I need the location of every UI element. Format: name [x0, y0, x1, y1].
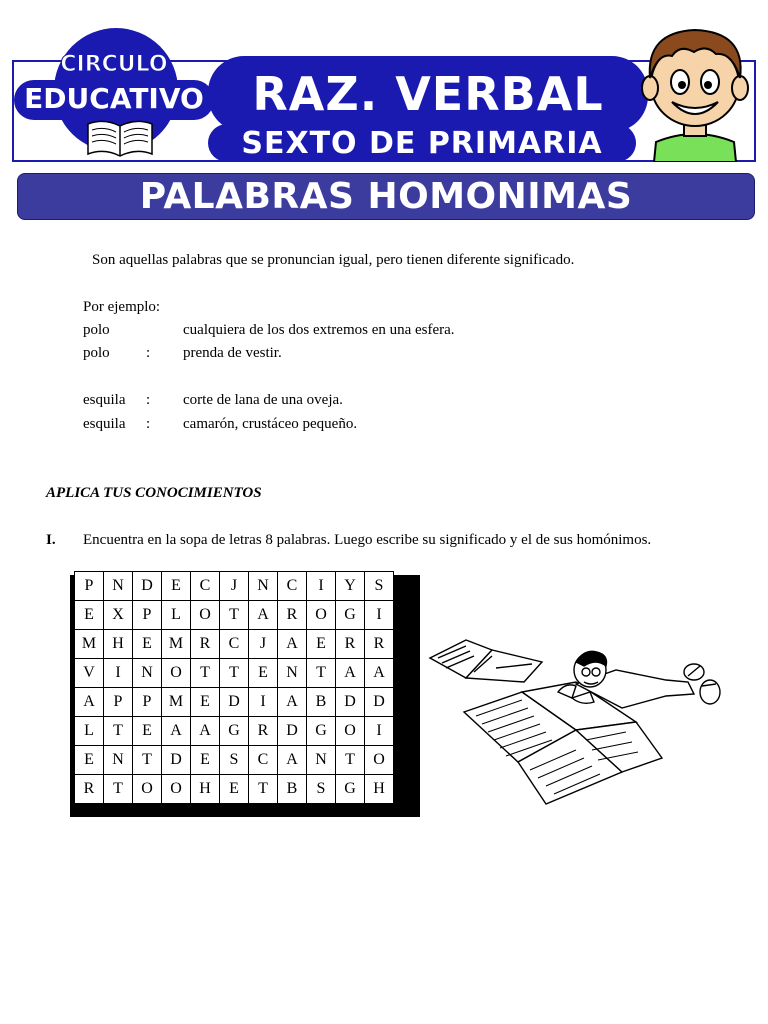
grid-letter: O: [133, 775, 162, 804]
grid-letter: S: [365, 572, 394, 601]
grid-letter: I: [104, 659, 133, 688]
grid-letter: L: [162, 601, 191, 630]
grid-row: [75, 746, 394, 775]
exercise-number: I.: [46, 532, 56, 548]
grid-letter: R: [336, 630, 365, 659]
grid-letter: D: [365, 688, 394, 717]
grid-letter: E: [307, 630, 336, 659]
example-meaning: camarón, crustáceo pequeño.: [183, 416, 358, 432]
grid-letter: Y: [336, 572, 365, 601]
grid-letter: T: [220, 601, 249, 630]
grid-letter: T: [104, 717, 133, 746]
logo-line2: EDUCATIVO: [24, 82, 204, 115]
grid-letter: H: [365, 775, 394, 804]
example-separator: :: [146, 416, 151, 432]
grid-letter: T: [249, 775, 278, 804]
section-heading: APLICA TUS CONOCIMIENTOS: [46, 485, 262, 501]
grid-letter: G: [336, 601, 365, 630]
grid-letter: N: [249, 572, 278, 601]
grid-letter: T: [220, 659, 249, 688]
grid-letter: G: [220, 717, 249, 746]
grid-letter: I: [249, 688, 278, 717]
exercise-instruction: Encuentra en la sopa de letras 8 palabras. Luego escribe su significado y el de sus homónimos.: [83, 532, 652, 548]
grid-letter: O: [162, 659, 191, 688]
grid-letter: D: [162, 746, 191, 775]
grid-letter: A: [191, 717, 220, 746]
grid-letter: E: [133, 630, 162, 659]
boy-reading-newspaper-illustration: [426, 636, 722, 820]
header-banner: [12, 22, 756, 162]
grid-letter: A: [278, 688, 307, 717]
grid-letter: O: [365, 746, 394, 775]
grid-letter: D: [336, 688, 365, 717]
grid-letter: X: [104, 601, 133, 630]
example-meaning: corte de lana de una oveja.: [183, 392, 343, 408]
page-title: PALABRAS HOMONIMAS: [139, 176, 633, 217]
grid-letter: R: [191, 630, 220, 659]
word-search-table: [74, 571, 394, 804]
grid-letter: O: [162, 775, 191, 804]
grid-letter: J: [220, 572, 249, 601]
example-separator: :: [146, 345, 151, 361]
example-word: polo: [83, 345, 110, 361]
grid-letter: M: [162, 630, 191, 659]
grid-letter: V: [75, 659, 104, 688]
grid-letter: R: [365, 630, 394, 659]
grid-row: [75, 775, 394, 804]
grid-letter: C: [220, 630, 249, 659]
grid-letter: N: [104, 746, 133, 775]
grid-row: [75, 601, 394, 630]
open-book-icon: [84, 118, 156, 158]
grid-letter: S: [307, 775, 336, 804]
grid-letter: C: [191, 572, 220, 601]
grid-letter: N: [133, 659, 162, 688]
grid-letter: E: [162, 572, 191, 601]
grid-letter: T: [104, 775, 133, 804]
grid-letter: N: [307, 746, 336, 775]
grid-letter: A: [336, 659, 365, 688]
grid-letter: L: [75, 717, 104, 746]
subject-title: RAZ. VERBAL: [252, 67, 604, 121]
circulo-educativo-logo: [14, 22, 206, 162]
example-word: esquila: [83, 392, 126, 408]
grid-letter: M: [75, 630, 104, 659]
grid-letter: E: [75, 601, 104, 630]
grid-letter: D: [133, 572, 162, 601]
grid-letter: O: [336, 717, 365, 746]
grid-letter: P: [133, 601, 162, 630]
grid-letter: I: [365, 717, 394, 746]
grid-letter: O: [307, 601, 336, 630]
grid-letter: H: [104, 630, 133, 659]
grid-letter: E: [191, 746, 220, 775]
grid-letter: E: [191, 688, 220, 717]
grid-row: [75, 572, 394, 601]
grid-letter: P: [104, 688, 133, 717]
grid-letter: R: [75, 775, 104, 804]
grid-letter: B: [278, 775, 307, 804]
grid-row: [75, 659, 394, 688]
example-separator: :: [146, 392, 151, 408]
grid-letter: T: [191, 659, 220, 688]
grid-row: [75, 717, 394, 746]
grid-letter: A: [249, 601, 278, 630]
grid-letter: R: [278, 601, 307, 630]
grid-letter: E: [133, 717, 162, 746]
grid-letter: A: [365, 659, 394, 688]
grid-letter: S: [220, 746, 249, 775]
page-title-bar: [17, 173, 755, 220]
intro-paragraph: Son aquellas palabras que se pronuncian igual, pero tienen diferente significado.: [92, 252, 575, 268]
grid-letter: E: [75, 746, 104, 775]
grid-letter: A: [278, 630, 307, 659]
grid-letter: R: [249, 717, 278, 746]
grid-letter: I: [365, 601, 394, 630]
grid-letter: T: [133, 746, 162, 775]
grid-letter: H: [191, 775, 220, 804]
grid-letter: P: [133, 688, 162, 717]
grid-letter: G: [336, 775, 365, 804]
grid-row: [75, 630, 394, 659]
grid-letter: D: [278, 717, 307, 746]
grid-letter: M: [162, 688, 191, 717]
word-search-grid: [74, 571, 394, 804]
grade-title: SEXTO DE PRIMARIA: [241, 125, 603, 161]
logo-line1: CIRCULO: [60, 52, 168, 77]
grid-letter: A: [278, 746, 307, 775]
example-word: polo: [83, 322, 110, 338]
grid-letter: E: [249, 659, 278, 688]
grid-letter: O: [191, 601, 220, 630]
grid-letter: C: [249, 746, 278, 775]
grid-letter: C: [278, 572, 307, 601]
grid-letter: T: [307, 659, 336, 688]
grid-letter: B: [307, 688, 336, 717]
grid-letter: A: [75, 688, 104, 717]
smiling-boy-illustration: [636, 22, 754, 162]
grid-letter: G: [307, 717, 336, 746]
grid-row: [75, 688, 394, 717]
grid-letter: I: [307, 572, 336, 601]
example-meaning: cualquiera de los dos extremos en una esfera.: [183, 322, 455, 338]
grid-letter: A: [162, 717, 191, 746]
grid-letter: D: [220, 688, 249, 717]
example-heading: Por ejemplo:: [83, 299, 161, 315]
grid-letter: T: [336, 746, 365, 775]
grid-letter: N: [278, 659, 307, 688]
grid-letter: E: [220, 775, 249, 804]
grid-letter: P: [75, 572, 104, 601]
grid-letter: J: [249, 630, 278, 659]
example-meaning: prenda de vestir.: [183, 345, 282, 361]
grid-letter: N: [104, 572, 133, 601]
example-word: esquila: [83, 416, 126, 432]
